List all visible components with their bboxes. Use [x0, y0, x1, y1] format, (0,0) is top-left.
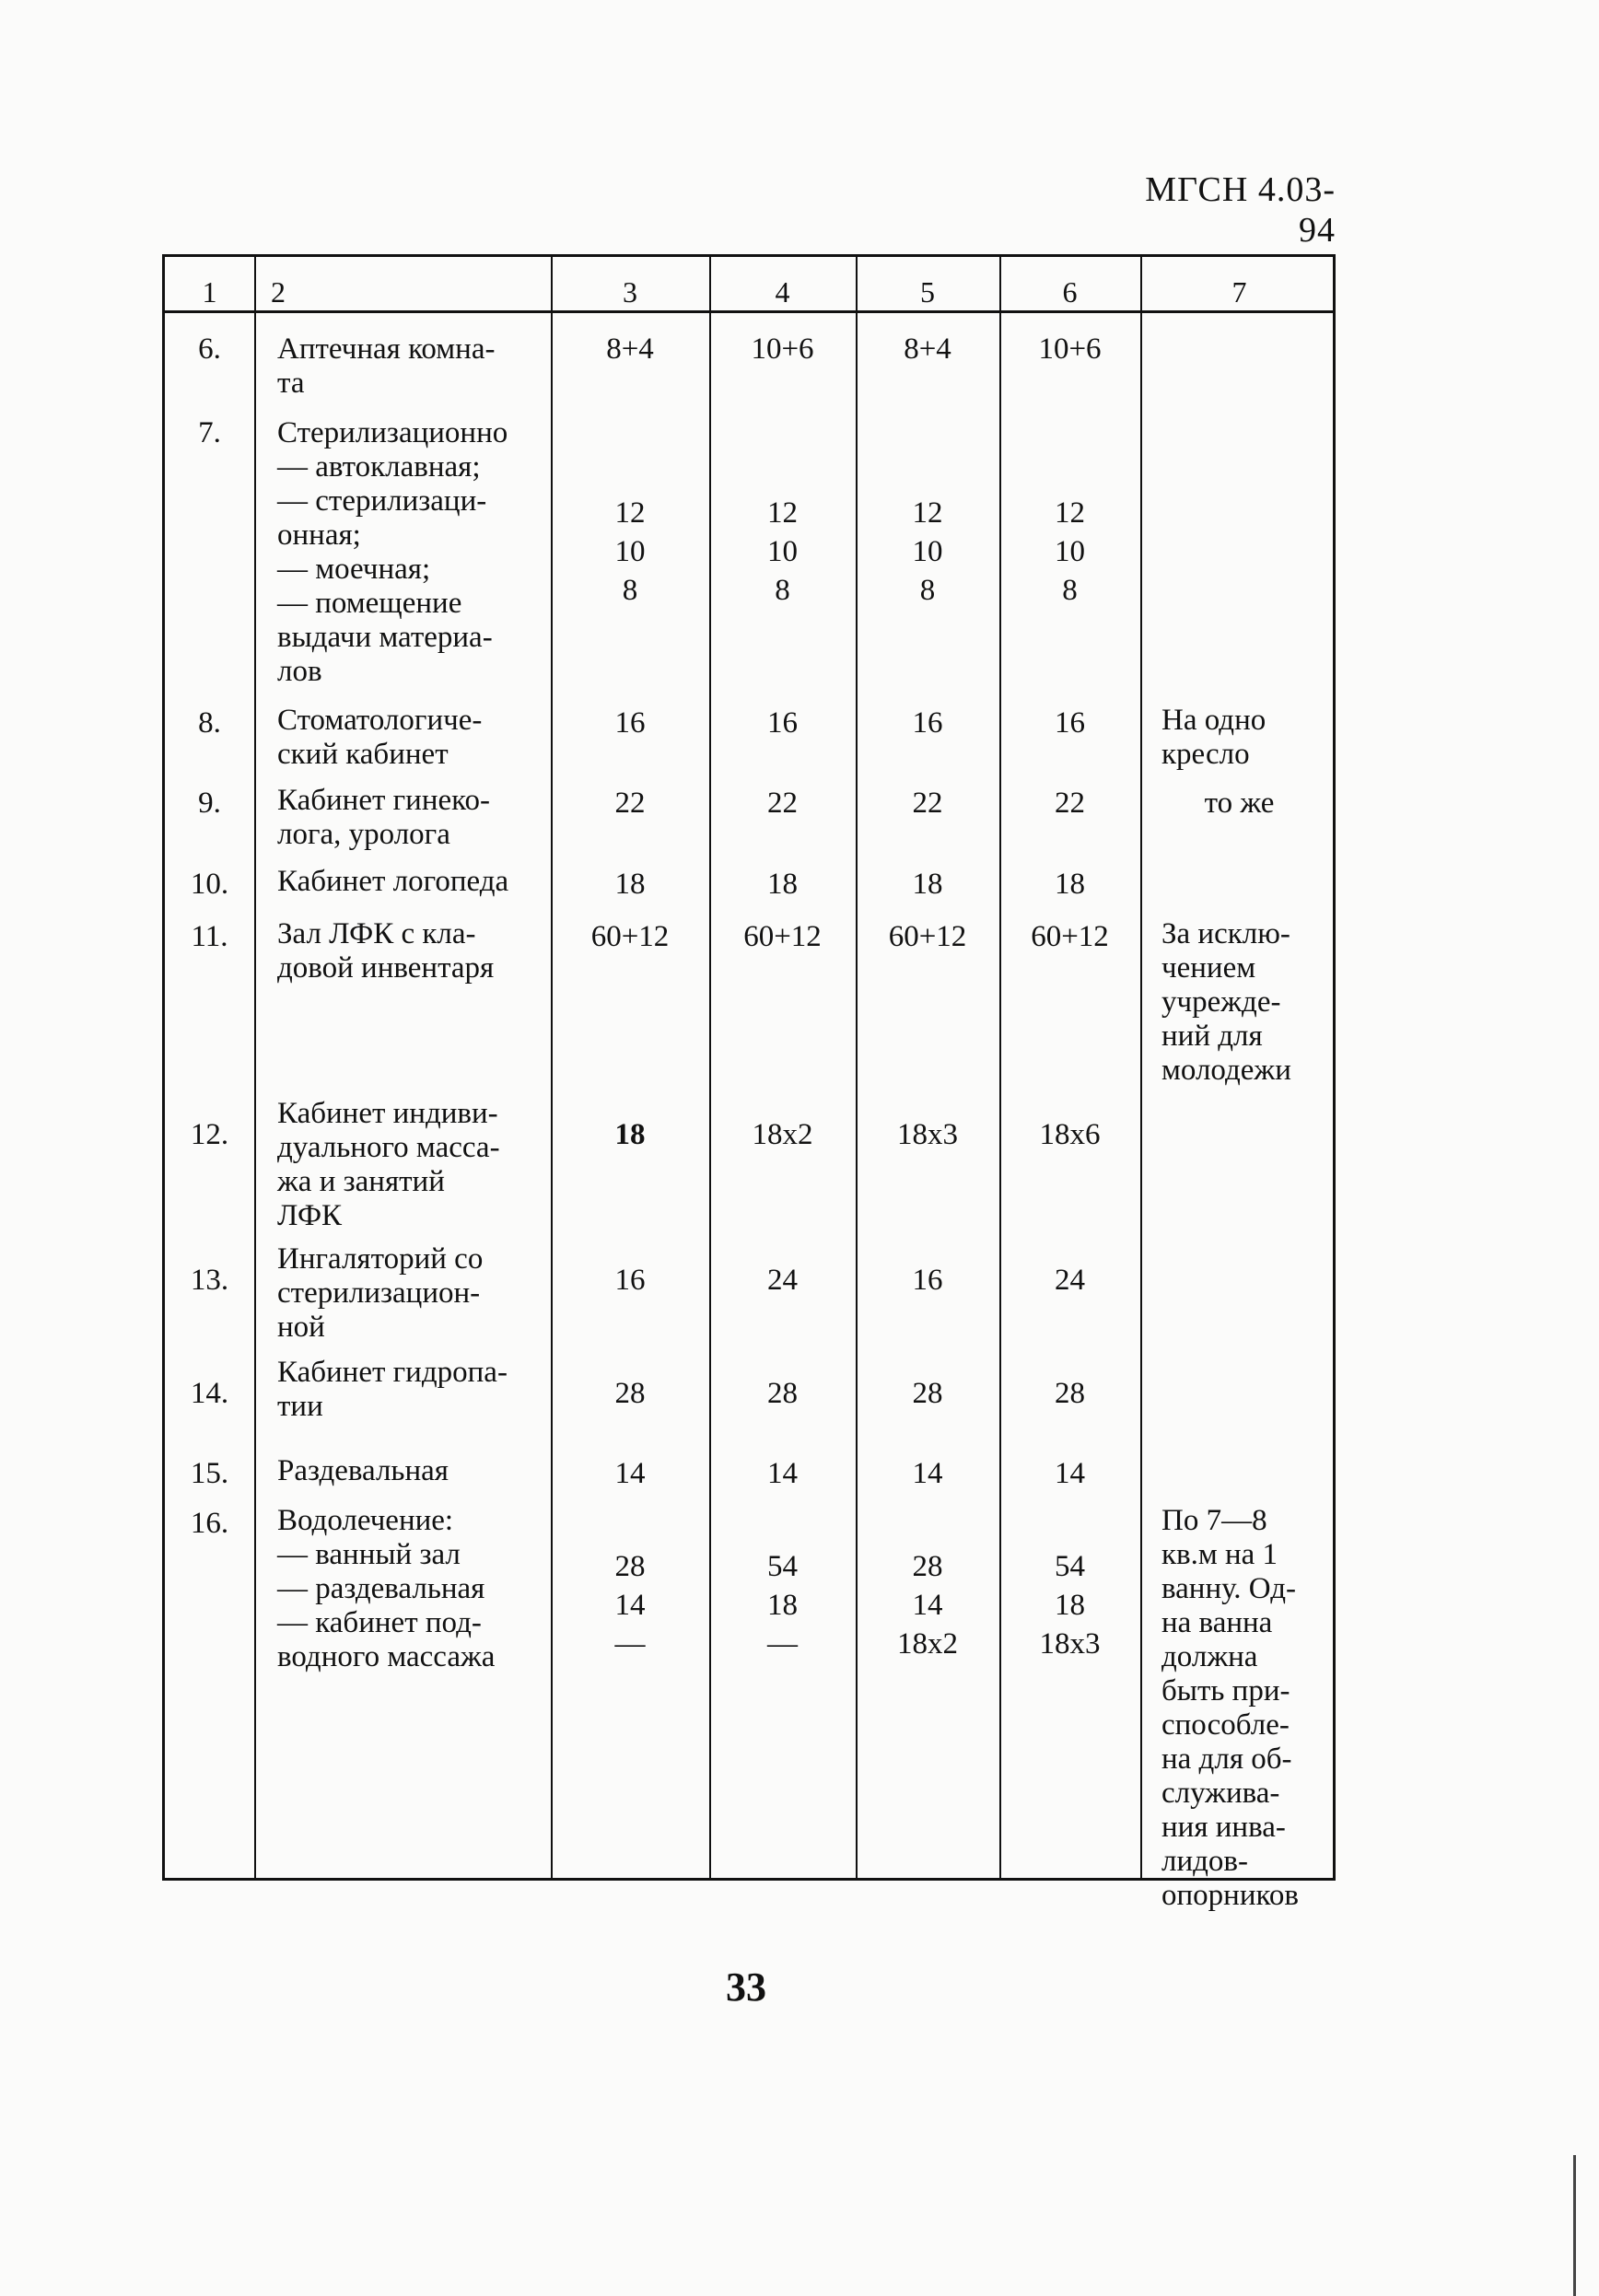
area-col-6: 18x6: [1039, 1118, 1101, 1151]
row-number: 16.: [190, 1507, 229, 1540]
area-col-5: 18: [912, 868, 943, 901]
area-col-3: 28 14 —: [614, 1550, 646, 1661]
area-col-5: 28: [912, 1377, 943, 1410]
area-col-3: 16: [614, 706, 646, 740]
room-name: Кабинет гидропа- тии: [277, 1356, 508, 1423]
norms-table: [162, 254, 1336, 1912]
area-col-4: 12 10 8: [767, 496, 798, 607]
area-col-4: 10+6: [751, 332, 814, 366]
header-col-2: 2: [271, 275, 286, 309]
header-col-7: 7: [1231, 275, 1247, 309]
area-col-3: 12 10 8: [614, 496, 646, 607]
row-number: 12.: [190, 1118, 229, 1151]
row-number: 8.: [198, 706, 221, 740]
area-col-5: 18x3: [897, 1118, 958, 1151]
scan-edge-line: [1573, 2155, 1576, 2296]
area-col-4: 14: [767, 1457, 798, 1490]
row-number: 15.: [190, 1457, 229, 1490]
room-name: Водолечение: — ванный зал — раздевальная — кабинет под- водного массажа: [277, 1504, 496, 1673]
area-col-6: 28: [1055, 1377, 1085, 1410]
area-col-3: 28: [614, 1377, 646, 1410]
room-name: Кабинет логопеда: [277, 865, 509, 898]
row-number: 14.: [190, 1377, 229, 1410]
room-name: Раздевальная: [277, 1454, 449, 1487]
document-code: МГСН 4.03-94: [1145, 170, 1336, 250]
area-col-6: 12 10 8: [1055, 496, 1085, 607]
area-col-5: 22: [912, 787, 943, 820]
note: За исклю- чением учрежде- ний для молодежи: [1161, 917, 1291, 1087]
area-col-5: 14: [912, 1457, 943, 1490]
header-col-6: 6: [1062, 275, 1078, 309]
row-number: 6.: [198, 332, 221, 366]
row-number: 13.: [190, 1264, 229, 1297]
area-col-5: 12 10 8: [912, 496, 943, 607]
note: На одно кресло: [1161, 704, 1266, 771]
note: По 7—8 кв.м на 1 ванну. Од- на ванна должна быть при- способле- на для об- служива- ния инва- лидов- опорников: [1161, 1504, 1299, 1912]
area-col-3: 18: [614, 1118, 646, 1151]
header-col-1: 1: [202, 275, 217, 309]
area-col-6: 22: [1055, 787, 1085, 820]
room-name: Стоматологиче- ский кабинет: [277, 704, 483, 771]
page-number: 33: [726, 1964, 766, 2010]
area-col-4: 22: [767, 787, 798, 820]
area-col-3: 22: [614, 787, 646, 820]
area-col-6: 18: [1055, 868, 1085, 901]
area-col-4: 28: [767, 1377, 798, 1410]
area-col-5: 16: [912, 1264, 943, 1297]
room-name: Кабинет индиви- дуального масса- жа и занятий ЛФК: [277, 1097, 500, 1232]
header-col-5: 5: [920, 275, 935, 309]
area-col-5: 28 14 18x2: [897, 1550, 958, 1661]
area-col-3: 18: [614, 868, 646, 901]
room-name: Зал ЛФК с кла- довой инвентаря: [277, 917, 495, 985]
area-col-6: 54 18 18x3: [1039, 1550, 1101, 1661]
area-col-5: 8+4: [904, 332, 951, 366]
row-number: 11.: [191, 920, 228, 953]
room-name: Стерилизационно — автоклавная; — стерилизаци- онная; — моечная; — помещение выдачи материа- лов: [277, 416, 508, 688]
area-col-4: 54 18 —: [767, 1550, 798, 1661]
area-col-5: 60+12: [888, 920, 967, 953]
area-col-4: 16: [767, 706, 798, 740]
area-col-3: 16: [614, 1264, 646, 1297]
area-col-6: 14: [1055, 1457, 1085, 1490]
area-col-6: 10+6: [1038, 332, 1102, 366]
area-col-6: 24: [1055, 1264, 1085, 1297]
note: то же: [1204, 787, 1275, 820]
row-number: 9.: [198, 787, 221, 820]
room-name: Аптечная комна- та: [277, 332, 496, 400]
area-col-4: 60+12: [743, 920, 822, 953]
area-col-4: 18: [767, 868, 798, 901]
area-col-6: 16: [1055, 706, 1085, 740]
header-col-3: 3: [623, 275, 637, 309]
area-col-5: 16: [912, 706, 943, 740]
header-col-4: 4: [775, 275, 790, 309]
area-col-3: 8+4: [606, 332, 654, 366]
area-col-3: 14: [614, 1457, 646, 1490]
area-col-4: 18x2: [752, 1118, 813, 1151]
area-col-6: 60+12: [1031, 920, 1109, 953]
area-col-4: 24: [767, 1264, 798, 1297]
room-name: Ингаляторий со стерилизацион- ной: [277, 1242, 484, 1344]
area-col-3: 60+12: [590, 920, 670, 953]
room-name: Кабинет гинеко- лога, уролога: [277, 784, 490, 851]
row-number: 7.: [198, 416, 221, 449]
row-number: 10.: [190, 868, 229, 901]
